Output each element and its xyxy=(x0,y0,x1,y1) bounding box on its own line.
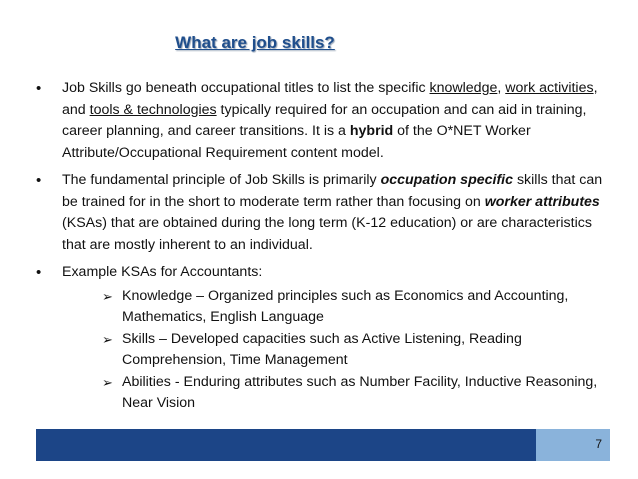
arrow-bullet-icon: ➢ xyxy=(102,288,113,304)
text: skills that can be trained for in the short to moderate term rather than focusing on xyxy=(62,172,603,210)
emphasis-worker-attributes: worker attributes xyxy=(484,193,600,210)
slide-content xyxy=(36,78,610,421)
text: Job Skills go beneath occupational titles to list the specific xyxy=(62,80,430,96)
bullet-icon: • xyxy=(36,172,42,189)
text: , xyxy=(497,80,506,96)
work-activities-link[interactable]: work activities xyxy=(505,80,594,96)
text: , and xyxy=(62,80,598,118)
sub-bullet-knowledge xyxy=(102,286,610,329)
sub-bullet-text: Knowledge – Organized principles such as Economics and Accounting, Mathematics, English Language xyxy=(122,287,569,325)
sub-bullet-abilities xyxy=(102,372,610,415)
tools-technologies-link[interactable]: tools & technologies xyxy=(89,101,217,118)
bullet-fundamental-principle xyxy=(36,170,610,256)
arrow-bullet-icon: ➢ xyxy=(102,374,113,390)
bullet-icon: • xyxy=(36,80,42,97)
sub-bullet-text: Skills – Developed capacities such as Active Listening, Reading Comprehension, Time Management xyxy=(122,330,522,368)
sub-bullet-skills xyxy=(102,329,610,372)
text: Example KSAs for Accountants: xyxy=(62,264,263,280)
page-number: 7 xyxy=(595,437,602,451)
text: The fundamental principle of Job Skills is primarily xyxy=(62,172,381,188)
footer-bar xyxy=(36,429,536,461)
text: (KSAs) that are obtained during the long term (K-12 education) or are characteristics that are mostly inherent to an individual. xyxy=(62,215,592,253)
sub-bullet-list xyxy=(102,286,610,415)
page-number-box xyxy=(536,429,610,461)
bullet-icon: • xyxy=(36,264,42,281)
sub-bullet-text: Abilities - Enduring attributes such as Number Facility, Inductive Reasoning, Near Vision xyxy=(122,373,598,411)
bullet-job-skills-definition xyxy=(36,78,610,164)
emphasis-occupation-specific: occupation specific xyxy=(380,172,514,188)
arrow-bullet-icon: ➢ xyxy=(102,331,113,347)
bullet-example-ksas xyxy=(36,262,610,415)
knowledge-link[interactable]: knowledge xyxy=(429,80,498,96)
text: of the O*NET Worker Attribute/Occupational Requirement content model. xyxy=(62,123,531,161)
text: typically required for an occupation and can aid in training, career planning, and career transitions. It is a xyxy=(62,101,587,139)
bold-hybrid: hybrid xyxy=(349,123,394,139)
slide-title: What are job skills? xyxy=(175,33,335,52)
